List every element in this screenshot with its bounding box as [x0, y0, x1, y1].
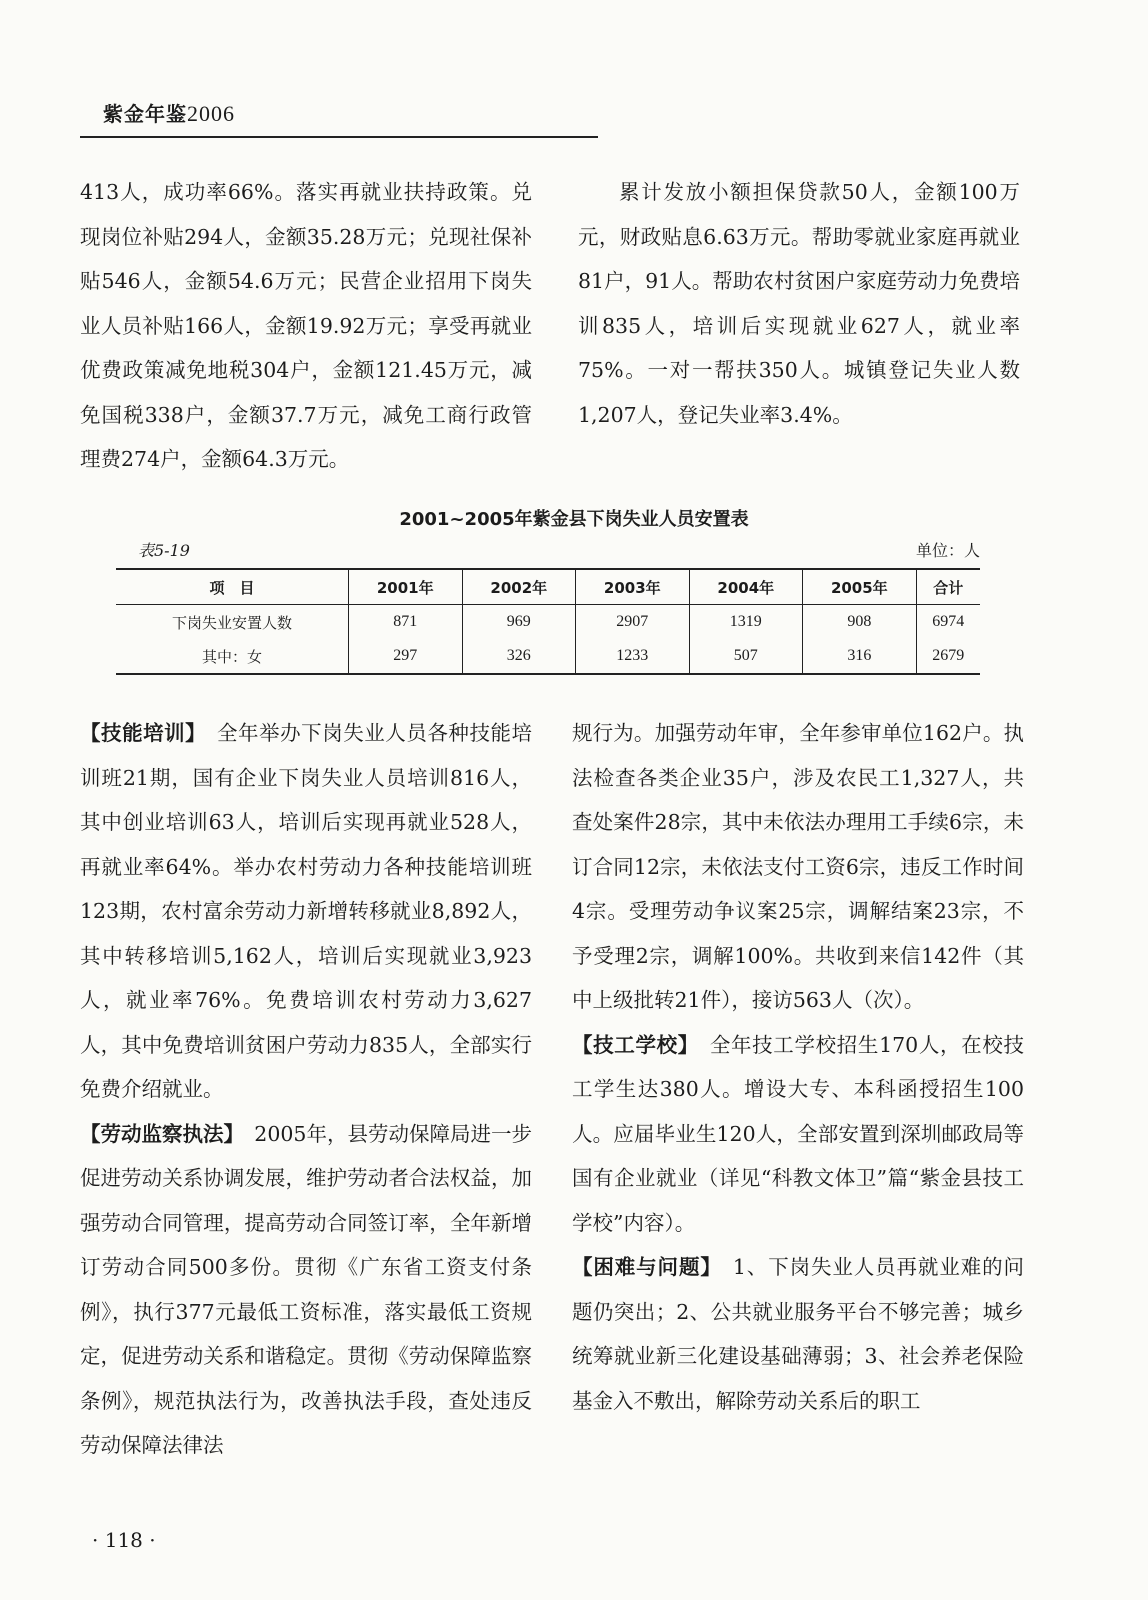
column-header: 2001年 — [349, 569, 463, 605]
paragraph-policy: 413人，成功率66%。落实再就业扶持政策。兑现岗位补贴294人，金额35.28万元；兑现社保补贴546人，金额54.6万元；民营企业招用下岗失业人员补贴166人，金额19.92万元；享受再就业优费政策减免地税304户，金额121.45万元，减免国税338户，金额37.7万元，减免工商行政管理费274户，金额64.3万元。 — [80, 180, 532, 471]
page-number: · 118 · — [92, 1528, 156, 1552]
book-year: 2006 — [187, 101, 235, 126]
section-tag: 【困难与问题】 — [572, 1255, 712, 1279]
column-header: 2005年 — [803, 569, 917, 605]
table-cell: 871 — [349, 605, 463, 640]
top-left-column — [80, 170, 532, 482]
section-tag: 【劳动监察执法】 — [80, 1121, 234, 1146]
header-rule — [80, 136, 598, 138]
table-cell: 507 — [689, 639, 803, 674]
section-skill-training — [80, 711, 532, 1112]
section-technical-school — [572, 1023, 1024, 1246]
table-cell: 316 — [803, 639, 917, 674]
section-labor-inspection-continued: 规行为。加强劳动年审，全年参审单位162户。执法检查各类企业35户，涉及农民工1,327人，共查处案件28宗，其中未依法办理用工手续6宗，未订合同12宗，未依法支付工资6宗，违反工作时间4宗。受理劳动争议案25宗，调解结案23宗，不予受理2宗，调解100%。共收到来信142件（其中上级批转21件），接访563人（次）。 — [572, 721, 1024, 1012]
table-cell: 908 — [803, 605, 917, 640]
table-code: 表5-19 — [138, 541, 190, 560]
table-unit: 单位：人 — [915, 541, 980, 560]
section-text: 全年技工学校招生170人，在校技工学生达380人。增设大专、本科函授招生100人。应届毕业生120人，全部安置到深圳邮政局等国有企业就业（详见“科教文体卫”篇“紫金县技工学校”内容）。 — [572, 1032, 1024, 1235]
section-tag: 【技能培训】 — [80, 721, 196, 745]
table-row — [116, 605, 980, 640]
row-label: 下岗失业安置人数 — [171, 613, 292, 632]
table-cell: 2679 — [916, 639, 980, 674]
table-cell: 6974 — [916, 605, 980, 640]
column-header: 项 目 — [116, 569, 349, 605]
table-cell: 297 — [349, 639, 463, 674]
table-title: 2001~2005年紫金县下岗失业人员安置表 — [399, 509, 749, 530]
table-cell: 2907 — [576, 605, 690, 640]
table-cell: 969 — [462, 605, 576, 640]
bottom-left-column — [80, 711, 532, 1468]
bottom-right-column — [572, 711, 1024, 1423]
section-tag: 【技工学校】 — [572, 1032, 689, 1057]
column-header: 2003年 — [576, 569, 690, 605]
table-cell: 1319 — [689, 605, 803, 640]
table-cell: 1233 — [576, 639, 690, 674]
column-header: 2002年 — [462, 569, 576, 605]
running-header — [103, 98, 235, 127]
top-right-column — [578, 170, 1020, 437]
column-header: 合计 — [916, 569, 980, 605]
column-header: 2004年 — [689, 569, 803, 605]
section-text: 1、下岗失业人员再就业难的问题仍突出；2、公共就业服务平台不够完善；城乡统筹就业新三化建设基础薄弱；3、社会养老保险基金入不敷出，解除劳动关系后的职工 — [572, 1255, 1024, 1413]
paragraph-loans: 累计发放小额担保贷款50人，金额100万元，财政贴息6.63万元。帮助零就业家庭再就业81户，91人。帮助农村贫困户家庭劳动力免费培训835人，培训后实现就业627人，就业率75%。一对一帮扶350人。城镇登记失业人数1,207人，登记失业率3.4%。 — [578, 180, 1020, 427]
book-title: 紫金年鉴 — [103, 102, 187, 126]
section-difficulties — [572, 1245, 1024, 1423]
row-label: 其中：女 — [201, 647, 262, 666]
table-row — [116, 639, 980, 674]
section-text: 全年举办下岗失业人员各种技能培训班21期，国有企业下岗失业人员培训816人，其中创业培训63人，培训后实现再就业528人，再就业率64%。举办农村劳动力各种技能培训班123期，农村富余劳动力新增转移就业8,892人，其中转移培训5,162人，培训后实现就业3,923人，就业率76%。免费培训农村劳动力3,627人，其中免费培训贫困户劳动力835人，全部实行免费介绍就业。 — [80, 721, 533, 1101]
section-text: 2005年，县劳动保障局进一步促进劳动关系协调发展，维护劳动者合法权益，加强劳动合同管理，提高劳动合同签订率，全年新增订劳动合同500多份。贯彻《广东省工资支付条例》，执行377元最低工资标准，落实最低工资规定，促进劳动关系和谐稳定。贯彻《劳动保障监察条例》，规范执法行为，改善执法手段，查处违反劳动保障法律法 — [80, 1121, 533, 1457]
section-labor-inspection — [80, 1112, 532, 1468]
table-cell: 326 — [462, 639, 576, 674]
resettlement-table — [116, 568, 980, 675]
table-header-row — [116, 569, 980, 605]
